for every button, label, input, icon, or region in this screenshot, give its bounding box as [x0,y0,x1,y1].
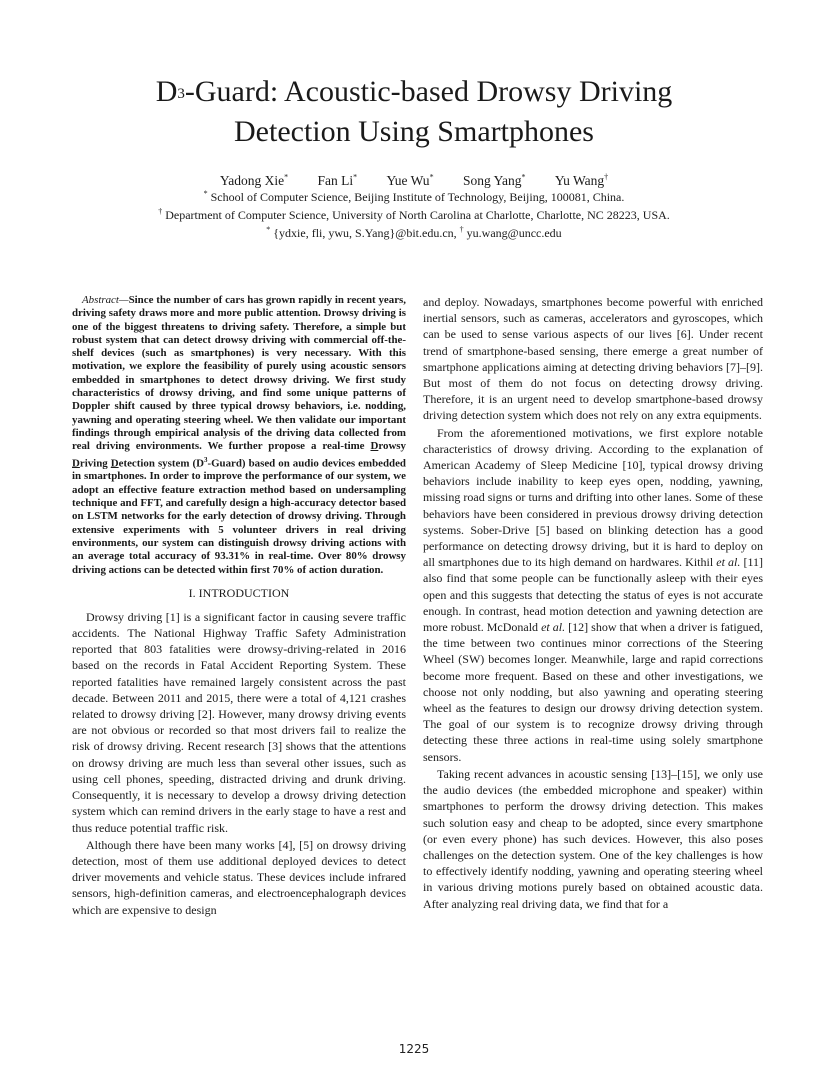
author: Yue Wu* [386,172,434,188]
affiliation-2: † Department of Computer Science, University of North Carolina at Charlotte, Charlotte, NC 28223, USA. [158,207,670,222]
title-line-1: $D^3$-Guard: Acoustic-based Drowsy Driving [155,75,673,108]
body-paragraph: Taking recent advances in acoustic sensing [13]–[15], we only use the audio devices (the embedded microphone and speaker) within smartphones to perform the drowsy driving detection. This makes such solution easy and cheap to be adopted, since every smartphone (or even every phone) has such devices. However, this also poses challenges on the detection system. One of the key challenges is how to effectively identify nodding, yawning and operating steering wheel in various driving motions purely based on obtained acoustic data. After analyzing real driving data, we find that for a [423,766,763,911]
author: Yadong Xie* [219,172,289,188]
title-line-2: Detection Using Smartphones [234,115,594,148]
body-paragraph: From the aforementioned motivations, we first explore notable characteristics of drowsy driving. According to the explanation of American Academy of Sleep Medicine [10], typical drowsy driving behaviors include inability to keep eyes open, nodding, yawning, missing road signs or turns and drifting into other lanes. Some of these behaviors have been considered in previous drowsy driving detection systems. Sober-Drive [5] based on blinking detection has a good performance on detecting drowsy driving, but it is hard to deploy on all smartphones due to its high demand on hardwares. Kithil et al. [11] also find that some people can be functionally asleep with their eyes open and this suggests that detecting the status of eyes is not accurate enough. In contrast, head motion detection and yawning detection are more robust. McDonald et al. [12] show that when a driver is fatigued, the time between two continues minor corrections of the Steering Wheel (SW) becomes longer. Meanwhile, large and rapid corrections become more frequent. Based on these and other investigations, we choose not only nodding, but also yawning and operating steering wheel as the features to design our drowsy driving detection system. The goal of our system is to recognize drowsy driving through detecting these three actions in real-time using solely smartphone sensors. [423,425,764,764]
page-number: 1225 [398,1042,430,1056]
section-heading: I. INTRODUCTION [188,585,290,600]
abstract: Abstract—Since the number of cars has grown rapidly in recent years, driving safety draws more and more public attention. Drowsy driving is one of the biggest threatens to driving safety. Therefore, a simple but robust system that can detect drowsy driving with commercial off-the-shelf devices (such as smartphones) is very necessary. With this motivation, we explore the feasibility of purely using acoustic sensors embedded in smartphones to detect drowsy driving. We first study characteristics of drowsy driving, and find some unique patterns of Doppler shift caused by three typical drowsy behaviors, i.e. nodding, yawning and operating steering wheel. We then validate our important findings through empirical analysis of the driving data collected from real driving environments. We further propose a real-time Drowsy Driving Detection system $(D^3-Guard)$ based on audio devices embedded in smartphones. In order to improve the performance of our system, we adopt an effective feature extraction method based on undersampling technique and FFT, and carefully design a high-accuracy detector based on LSTM networks for the early detection of drowsy driving. Through extensive experiments with 5 volunteer drivers in real driving environments, our system can distinguish drowsy driving actions with an average total accuracy of 93.31% in real-time. Over 80% drowsy driving actions can be detected within first 70% of action duration. [72,294,406,576]
affiliation-1: * School of Computer Science, Beijing Institute of Technology, Beijing, 100081, China. [203,189,625,204]
author: Song Yang* [462,172,526,188]
paper-title [0,72,828,152]
body-paragraph: Drowsy driving [1] is a significant factor in causing severe traffic accidents. The National Highway Traffic Safety Administration reported that 803 fatalities were drowsy-driving-related in 2016 based on the records in Fatal Accident Reporting System. These reported fatalities have remained largely consistent across the past decade. Between 2011 and 2015, there were a total of 4,121 crashes related to drowsy driving [2]. However, many drowsy driving events are not obvious or recorded so that most drivers fail to realize the risk of drowsy driving. Recent research [3] shows that the attentions on drowsy driving are much less than several other issues, such as using cell phones, speeding, distracted driving and drunk driving. Consequently, it is necessary to develop a drowsy driving detection system which can remind drivers in the early stage to have a rest and thus reduce potential traffic risk. [72,609,406,835]
right-column [423,294,763,912]
body-paragraph: Although there have been many works [4], [5] on drowsy driving detection, most of them use additional deployed devices to detect driver movements and vehicle status. These devices include infrared sensors, high-definition cameras, and electroencephalograph devices which are expensive to design [72,837,406,917]
title-superscript: 3 [177,86,185,102]
author-emails: * {ydxie, fli, ywu, S.Yang}@bit.edu.cn, † yu.wang@uncc.edu [266,225,562,240]
body-paragraph: and deploy. Nowadays, smartphones become powerful with enriched inertial sensors, such as cameras, accelerators and gyroscopes, which can be used to sense various aspects of our lives [6]. Under recent trend of smartphone-based sensing, there emerge a great number of smartphone applications aiming at detecting driving behaviors [7]–[9]. But most of them do not focus on detecting drowsy driving. Therefore, it is an urgent need to develop smartphone-based drowsy driving detection system which does not rely on any extra equipments. [423,295,763,423]
left-column [72,294,406,918]
author: Yu Wang† [554,172,609,188]
author: Fan Li* [317,172,358,188]
